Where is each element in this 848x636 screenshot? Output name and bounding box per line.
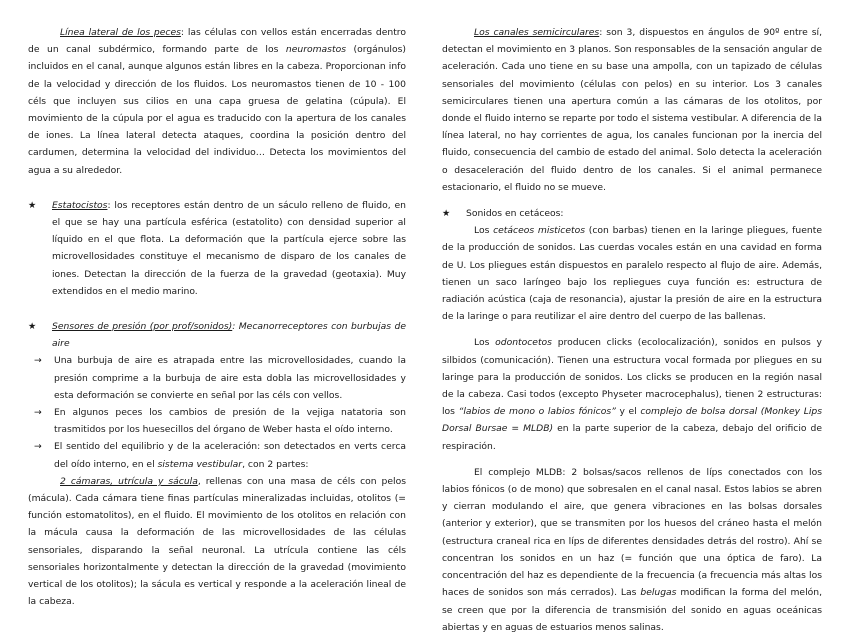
right-column [442,24,822,636]
text: producen clicks (ecolocalización), sonidos en pulsos y silbidos (comunicación). Tienen una estructura vocal formada por pliegues en su laringe para la producción de sonidos. Los clicks se producen en la región nasal de la cabeza. Casi todos (excepto Physeter macrocephalus), tienen 2 estructuras: los [442,337,822,418]
text: El sentido del equilibrio y de la aceleración: son detectados en verts cerca del oído interno, en el [54,441,406,470]
text: modifican la forma del melón, se creen que por la diferencia de transmisión del sonido en aguas oceánicas abiertas y en aguas de estuarios menos salinas. [442,587,823,633]
term-statocysts: Estatocistos [52,199,108,211]
paragraph-semicircular-canals [442,24,822,196]
text: : los receptores están dentro de un sáculo relleno de fluido, en el que se hay una partícula esférica (estatolito) con densidad superior al líquido en el que flota. La deformación que la partícula ejerce sobre las microvellosidades constituye el mecanismo de disparo de los canales de iones. Detectan la dirección de la fuerza de la gravedad (geotaxia). Muy extendidos en el medio marino. [52,199,406,297]
paragraph-mysticetes [442,222,822,325]
term-chambers: 2 cámaras, utrícula y sácula [60,475,198,487]
bullet-statocysts [28,197,406,300]
star-bullet-icon: ★ [442,208,451,220]
paragraph-odontocetes [442,334,822,454]
arrow-item [28,438,406,472]
paragraph-mldb [442,464,822,636]
arrow-right-icon: → [34,355,42,367]
arrow-item [28,404,406,438]
spacer [28,300,406,318]
term-lateral-line: Línea lateral de los peces [60,27,181,38]
spacer [28,179,406,197]
text: en la parte superior de la cabeza, debajo del orificio de respiración. [442,423,822,452]
spacer [442,455,822,464]
arrow-item [28,352,406,404]
star-bullet-icon: ★ [28,321,37,333]
arrow-right-icon: → [34,441,42,453]
text: El complejo MLDB: 2 bolsas/sacos rellenos de líps conectados con los labios fónicos (o de mono) que sobresalen en el canal nasal. Estos labios se abren y cierran modulando el aire, que genera vibraciones en las bolsas dorsales (anterior y exterior), que se transmiten por los huesos del cráneo hasta el melón (estructura craneal rica en líps de diferentes densidades detrás del rostro). Ahí se concentran los sonidos en un haz (= función que una óptica de faro). La concentración del haz es dependiente de la frecuencia (a frecuencia más altas los haces de sonidos son más cerrados). Las [442,466,822,599]
italic-term: cetáceos misticetos [493,225,586,237]
text: Los [474,225,494,237]
arrow-right-icon: → [34,407,42,419]
italic-term: belugas [640,587,677,599]
heading-text: Sonidos en cetáceos: [466,208,564,220]
paragraph-chambers [28,473,406,611]
paragraph-lateral-line [28,24,406,179]
left-column [28,24,406,611]
italic-term: neuromastos [285,44,346,56]
text: (orgánulos) incluidos en el canal, aunque algunos están libres en la cabeza. Proporcionan info de la velocidad y dirección de los fluidos. Los neuromastos tienen de 10 - 100 céls que incluyen sus cilios en una capa gruesa de gelatina (cúpula). El movimiento de la cúpula por el agua es traducido con la apertura de los canales de iones. La línea lateral detecta ataques, coordina la posición dentro del cardumen, determina la velocidad del individuo… Detecta los movimientos del agua a su alrededor. [28,44,406,176]
italic-term: complejo de bolsa dorsal (Monkey Lips Dorsal Bursae = MLDB) [442,406,823,435]
text: En algunos peces los cambios de presión de la vejiga natatoria son trasmitidos por los huesecillos del órgano de Weber hasta el oído interno. [54,407,406,436]
italic-term: odontocetos [495,337,552,349]
text: , rellenas con una masa de céls con pelos (mácula). Cada cámara tiene finas partículas mineralizadas incluidas, otolitos (= función estomatolitos), en el fluido. El movimiento de los otolitos en relación con la mácula causa la deformación de las microvellosidades de las células sensoriales, disparando la señal neuronal. La utrícula contiene las céls sensoriales horizontalmente y detectan la dirección de la gravedad (movimiento vertical de los otolitos); la sácula es vertical y responde a la aceleración lineal de la cabeza. [28,475,406,608]
text: Una burbuja de aire es atrapada entre las microvellosidades, cuando la presión comprime a la burbuja de aire esta dobla las microvellosidades y esta deformación se convierte en señal por las céls con vellos. [54,355,406,401]
text: : son 3, dispuestos en ángulos de 90º entre sí, detectan el movimiento en 3 planos. Son responsables de la sensación angular de aceleración. Cada uno tiene en su base una ampolla, con un tapizado de células sensoriales del movimiento (células con pelos) en su interior. Los 3 canales semicirculares tienen una apertura común a las cámaras de los otolitos, por donde el fluido interno se reparte por todo el sistema vestibular. A diferencia de la línea lateral, no hay corrientes de agua, los canales funcionan por la inercia del fluido, consecuencia del cambio de estado del animal. Solo detecta la aceleración o desaceleración del fluido dentro de los canales. Si el animal permanece estacionario, el fluido no se mueve. [442,27,823,193]
text: Los [474,337,496,349]
star-bullet-icon: ★ [28,199,37,211]
italic-term: sistema vestibular [157,458,243,470]
term-pressure-sensors: Sensores de presión (por prof/sonidos) [52,321,233,333]
text: : las células con vellos están encerradas dentro de un canal subdérmico, formando parte de los [28,27,406,56]
text: : Mecanorreceptores con burbujas de aire [52,321,407,350]
bullet-pressure-sensors [28,318,406,352]
spacer [442,196,822,205]
text: y el [615,406,641,418]
heading-cetacean-sounds [442,205,822,222]
term-semicircular-canals: Los canales semicirculares [474,27,600,38]
text: (con barbas) tienen en la laringe pliegues, fuente de la producción de sonidos. Las cuerdas vocales están en una cavidad en forma de U. Los pliegues están dispuestos en paralelo respecto al flujo de aire. Además, tienen un saco laríngeo bajo los repliegues cuya función es: estructura de radiación acústica (caja de resonancia), ajustar la presión de aire en la estructura de la laringe o para reutilizar el aire dentro del cuerpo de las ballenas. [442,225,822,323]
text: , con 2 partes: [242,458,309,470]
spacer [442,325,822,334]
italic-term: “labios de mono o labios fónicos” [458,406,616,418]
